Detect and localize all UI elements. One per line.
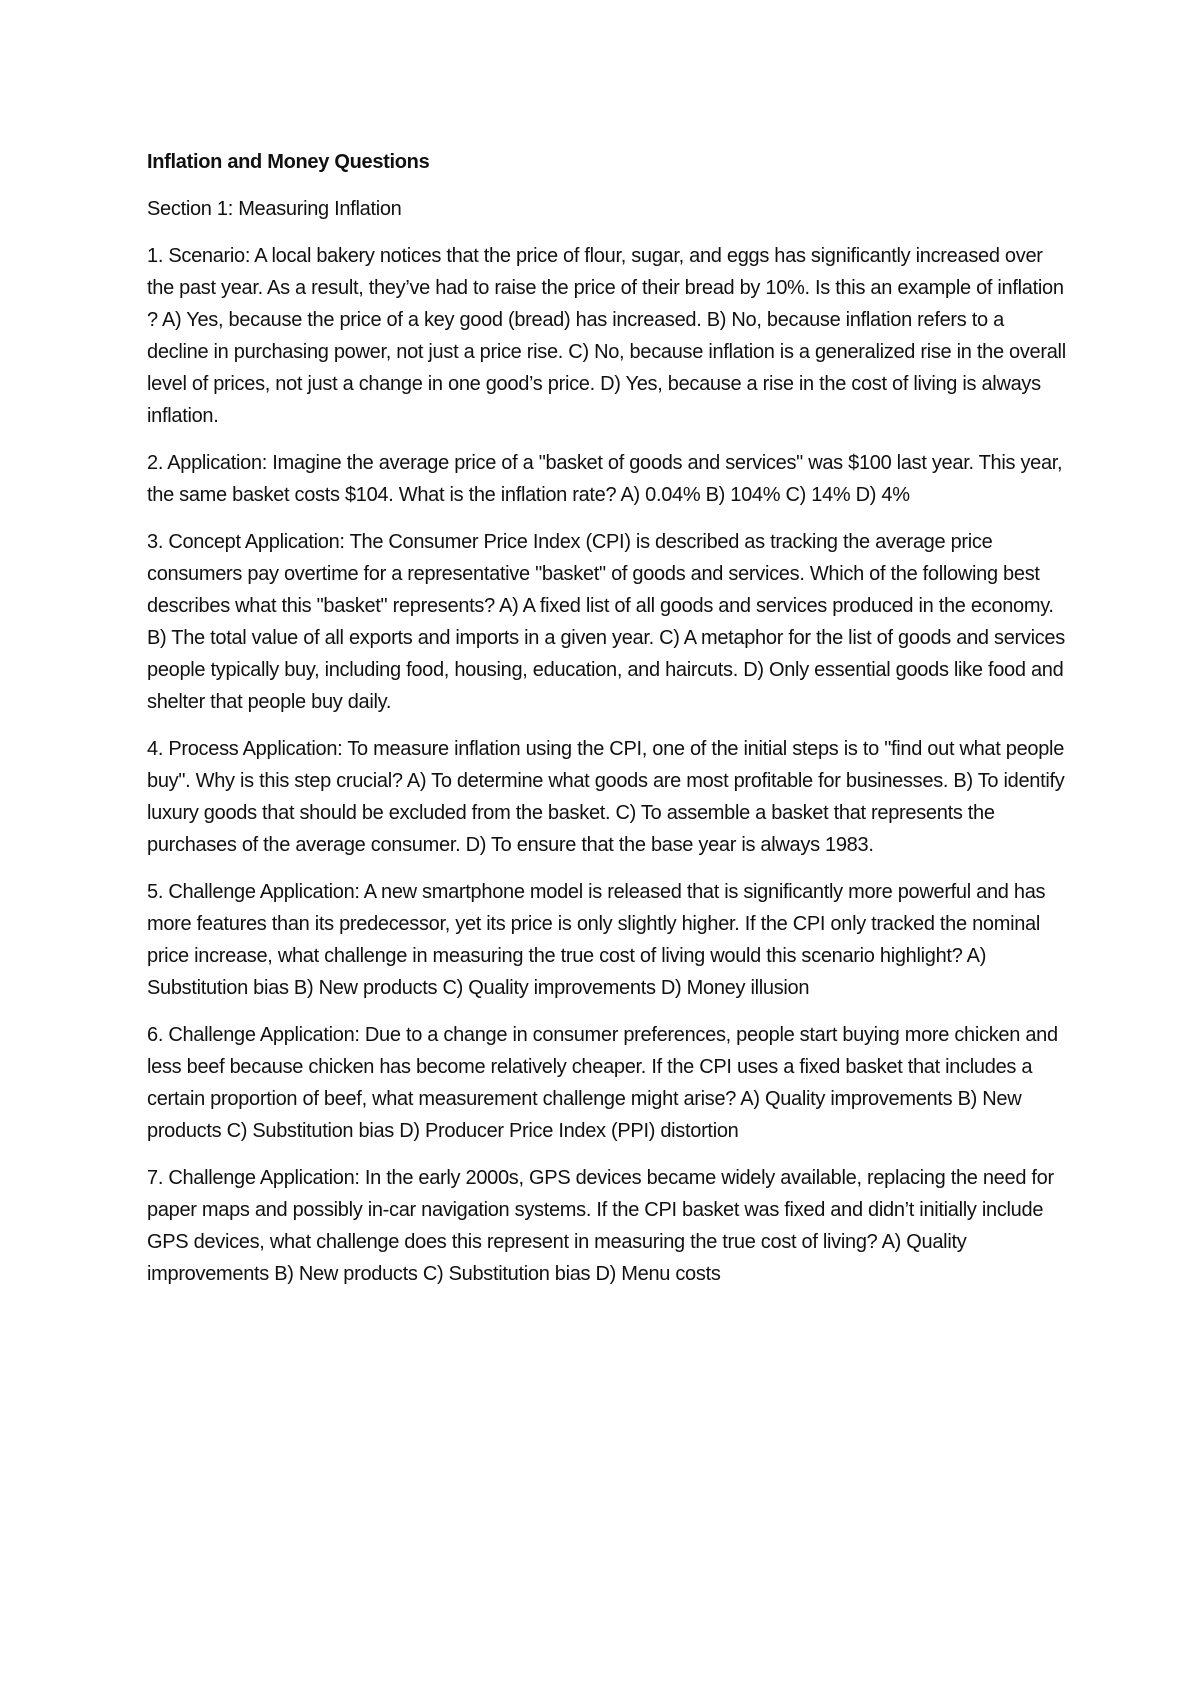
question-2: 2. Application: Imagine the average price of a "basket of goods and services" was $100 last year. This year, the same basket costs $104. What is the inflation rate? A) 0.04% B) 104% C) 14% D) 4% — [147, 452, 1063, 506]
question-1: 1. Scenario: A local bakery notices that the price of flour, sugar, and eggs has significantly increased over the past year. As a result, they’ve had to raise the price of their bread by 10%. Is this an example of inflation ? A) Yes, because the price of a key good (bread) has increased. B) No, because inflation refers to a decline in purchasing power, not just a price rise. C) No, because inflation is a generalized rise in the overall level of prices, not just a change in one good’s price. D) Yes, because a rise in the cost of living is always inflation. — [147, 245, 1066, 427]
document-body — [147, 146, 1067, 1305]
document-title: Inflation and Money Questions — [147, 151, 430, 173]
section-heading: Section 1: Measuring Inflation — [147, 198, 402, 220]
question-6: 6. Challenge Application: Due to a change in consumer preferences, people start buying more chicken and less beef because chicken has become relatively cheaper. If the CPI uses a fixed basket that includes a certain proportion of beef, what measurement challenge might arise? A) Quality improvements B) New products C) Substitution bias D) Producer Price Index (PPI) distortion — [147, 1024, 1058, 1142]
question-5: 5. Challenge Application: A new smartphone model is released that is significantly more powerful and has more features than its predecessor, yet its price is only slightly higher. If the CPI only tracked the nominal price increase, what challenge in measuring the true cost of living would this scenario highlight? A) Substitution bias B) New products C) Quality improvements D) Money illusion — [147, 881, 1046, 999]
question-3: 3. Concept Application: The Consumer Price Index (CPI) is described as tracking the average price consumers pay overtime for a representative "basket" of goods and services. Which of the following best describes what this "basket" represents? A) A fixed list of all goods and services produced in the economy. B) The total value of all exports and imports in a given year. C) A metaphor for the list of goods and services people typically buy, including food, housing, education, and haircuts. D) Only essential goods like food and shelter that people buy daily. — [147, 531, 1065, 713]
question-4: 4. Process Application: To measure inflation using the CPI, one of the initial steps is to "find out what people buy". Why is this step crucial? A) To determine what goods are most profitable for businesses. B) To identify luxury goods that should be excluded from the basket. C) To assemble a basket that represents the purchases of the average consumer. D) To ensure that the base year is always 1983. — [147, 738, 1065, 856]
question-7: 7. Challenge Application: In the early 2000s, GPS devices became widely available, replacing the need for paper maps and possibly in-car navigation systems. If the CPI basket was fixed and didn’t initially include GPS devices, what challenge does this represent in measuring the true cost of living? A) Quality improvements B) New products C) Substitution bias D) Menu costs — [147, 1167, 1054, 1285]
